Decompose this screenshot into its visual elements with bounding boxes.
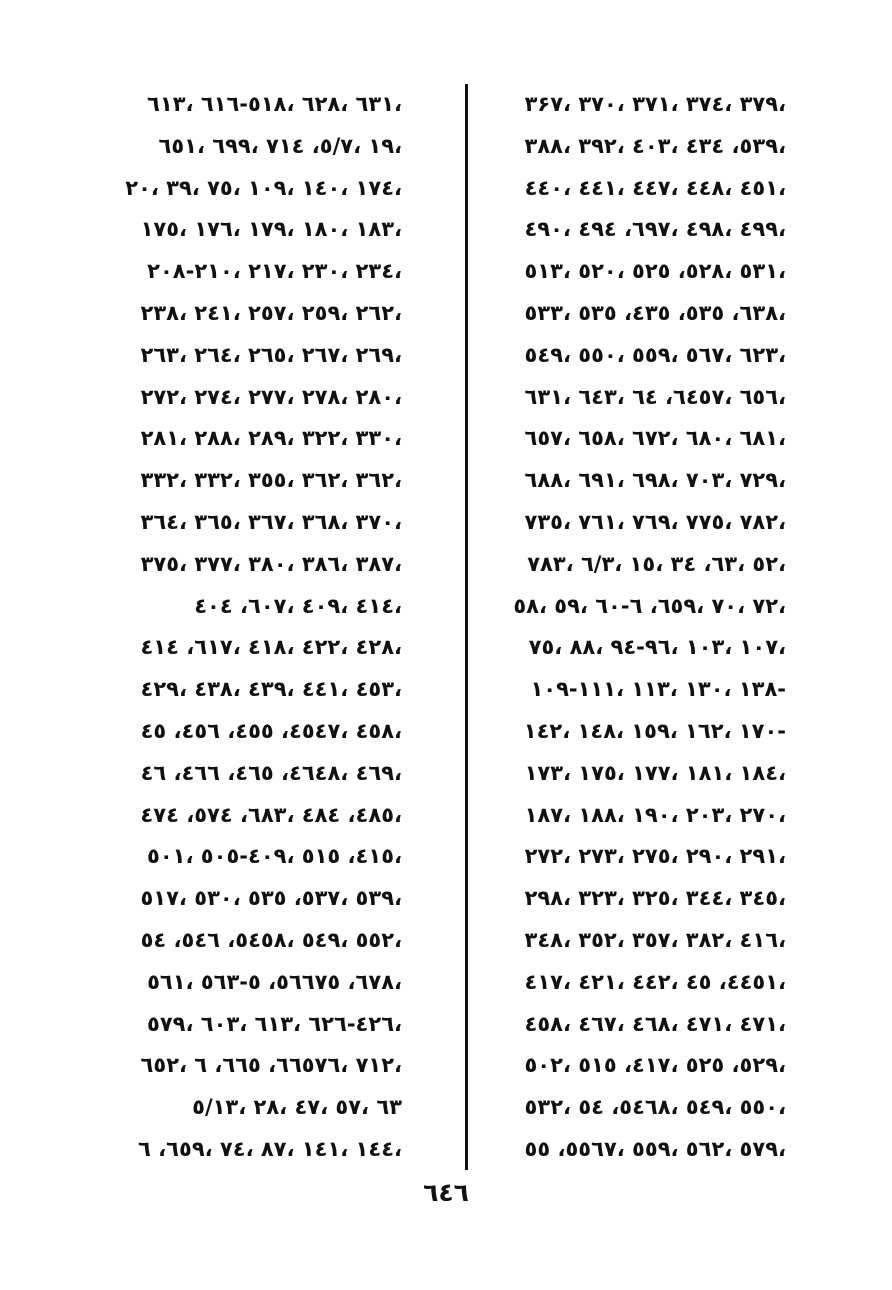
index-line: ۱۰۹-۱۱۱، ۱۱۳، ۱۳۰، ۱۳۸-: [530, 677, 786, 702]
index-line: ٦٥، ٦۹، ۷٤، ۸۷، ۱٤۱، ۱٤٤،: [138, 1136, 402, 1161]
index-line: ۷۸۳، ٦/۳، ۱٥، ۳٦، ٤۳، ٥۲،: [527, 551, 786, 576]
index-line: ٥٤۹، ٥٥۰، ٥٥۹، ٥٦۷، ٦۲۳،: [524, 342, 786, 367]
index-line: ۱۷۳، ۱۷٥، ۱۷۷، ۱۸۱، ۱۸٤،: [524, 760, 786, 785]
index-line: ٥٥٦، ٥٥۷، ٥٥۹، ٥٦۲، ٥۷۹،: [524, 1136, 786, 1161]
index-line: ٤۷٥، ٤۷٦، ٤۸۳، ٤۸٤، ٤۸٥،: [140, 802, 402, 827]
index-line: ٤٥۸، ٤٦۷، ٤٦۸، ٤۷۱، ٤۷۱،: [524, 1011, 786, 1036]
index-line: ٤۰٦، ٤۰۷، ٤۰۹، ٤۱٤،: [194, 593, 402, 618]
index-line: ٥٦۱، ٥٦۳-٥٦٦، ٥۷٦، ٥۷۸،: [147, 969, 402, 994]
index-line: ٥٤٥، ٥٤٦، ٥٤۸، ٥٤۹، ٥٥۲،: [140, 927, 402, 952]
index-line: ٥/۱۳، ۲۸، ٤۷، ٥۷، ٦۳: [192, 1095, 402, 1120]
index-line: ۲٦۳، ۲٦٤، ۲٦٥، ۲٦۷، ۲٦۹،: [140, 342, 402, 367]
index-line: ۳۶۷، ۳۷۰، ۳۷۱، ۳۷٤، ۳۷۹،: [524, 92, 786, 116]
index-line: ۲۷۲، ۲۷٤، ۲۷۷، ۲۷۸، ۲۸۰،: [140, 384, 402, 409]
column-divider: [465, 84, 468, 1170]
index-line: ۲۹۸، ۳۲۳، ۳۲٥، ۳٤٤، ۳٤٥،: [524, 886, 786, 911]
index-line: ٤۱٦، ٤۱۷، ٤۱۸، ٤۲۲، ٤۲۸،: [140, 635, 402, 660]
index-line: ٥۷۹، ٦۰۳، ٦۱۳، ٦۲٤-٦۲٦،: [147, 1011, 402, 1036]
index-line: ٥۸، ٥۹، ٦۰-٦٥، ٦۹، ۷۰، ۷۲،: [513, 593, 786, 618]
index-line: ۲۸۱، ۲۸۸، ۲۸۹، ۳۲۲، ۳۳۰،: [140, 426, 402, 451]
index-line: ۳٤۸، ۳٥۲، ۳٥۷، ۳۸۲، ٤۱٦،: [524, 927, 786, 952]
index-line: ٥۱۷، ٥۳۰، ٥۳٥، ٥۳۷، ٥۳۹،: [140, 886, 402, 911]
index-line: ۲۰۸-۲۱۰، ۲۱۷، ۲۳۰، ۲۳٤،: [147, 259, 402, 284]
index-line: ۷٥، ۸۸، ۹٤-۹٦، ۱۰۳، ۱۰۷،: [528, 635, 786, 660]
index-line: ٦۸۸، ٦۹۱، ٦۹۸، ۷۰۳، ۷۲۹،: [524, 468, 786, 493]
index-line: ٦٥۷، ٦٥۸، ٦۷۲، ٦۸۰، ٦۸۱،: [524, 426, 786, 451]
index-line: ۳۷٥، ۳۷۷، ۳۸۰، ۳۸٦، ۳۸۷،: [140, 551, 402, 576]
index-line: ٦۳۱، ٦٤۳، ٦٤٥، ٦٤۷، ٦٥٦،: [524, 384, 786, 409]
index-line: ۲۳۸، ۲٤۱، ۲٥۷، ۲٥۹، ۲٦۲،: [140, 300, 402, 325]
index-line: ٥۰۱، ٥۰٤-٥۰۹، ٥۱٤، ٥۱٥،: [147, 844, 402, 869]
index-line: ۲۰، ۳۹، ۷٥، ۱۰۹، ۱٤۰، ۱۷٤،: [125, 175, 402, 200]
index-line: ۳۸۸، ۳۹۲، ٤۰۳، ٤۳٥، ٤۳۹،: [524, 133, 786, 158]
index-line: ٤٥٤، ٤٥٥، ٤٥٦، ٤٥۷، ٤٥۸،: [140, 718, 402, 743]
index-line: ٤۱۷، ٤۲۱، ٤٤۲، ٤٤٥، ٤٥۱،: [524, 969, 786, 994]
index-line: ۱٤۲، ۱٤۸، ۱٥۹، ۱٦۲، ۱۷۰-: [523, 718, 786, 743]
index-line: ۱۸۷، ۱۸۸، ۱۹۰، ۲۰۳، ۲۷۰،: [524, 802, 786, 827]
index-line: ۳٦٤، ۳٦٥، ۳٦۷، ۳٦۸، ۳۷۰،: [140, 509, 402, 534]
index-line: ۳۳۲، ۳۳۲، ۳٥٥، ۳٦۲، ۳٦۲،: [140, 468, 402, 493]
index-line: ۱۷٥، ۱۷٦، ۱۷۹، ۱۸۰، ۱۸۳،: [140, 217, 402, 242]
index-line: ٥۳۳، ٥۳٤، ٥۳٥، ٥۳٦، ٥۳۸،: [524, 300, 786, 325]
index-line: ٥۳۲، ٥٤٦، ٥٤۸، ٥٤۹، ٥٥۰،: [524, 1095, 786, 1120]
index-line: ۲۷۲، ۲۷۳، ۲۷٥، ۲۹۰، ۲۹۱،: [524, 844, 786, 869]
index-line: ٦٥۲، ٦٦٥، ٦٦٥، ٦۷٦، ۷۱۲،: [140, 1053, 402, 1078]
index-line: ٤۹۰، ٤۹٦، ٤۹۷، ٤۹۸، ٤۹۹،: [524, 217, 786, 242]
index-line: ٦٥۱، ٦۹۹، ۷۱٥، ٤/۷، ۱۹،: [158, 133, 402, 158]
index-line: ٦۱۳، ٦۱٥-٦۱۸، ٦۲۸، ٦۳۱،: [147, 92, 402, 116]
index-line: ٥۱۳، ٥۲۰، ٥۲٥، ٥۲۸، ٥۳۱،: [524, 259, 786, 284]
index-line: ٤٦٤، ٤٦٥، ٤٦٦، ٤٦۸، ٤٦۹،: [140, 760, 402, 785]
index-column-right: [492, 84, 786, 1171]
index-line: ٤۲۹، ٤۳۸، ٤۳۹، ٤٤۱، ٤٥۳،: [140, 677, 402, 702]
index-line: ٤٤۰، ٤٤۱، ٤٤۷، ٤٤۸، ٤٥۱،: [524, 175, 786, 200]
page-number: ٦٤٦: [423, 1178, 469, 1207]
index-line: ٥۰۲، ٥۱٤، ٥۱۷، ٥۲٥، ٥۲۹،: [524, 1053, 786, 1078]
index-line: ۷۳٥، ۷٦۱، ۷٦۹، ۷۷٥، ۷۸۲،: [524, 509, 786, 534]
index-column-left: [112, 84, 402, 1171]
